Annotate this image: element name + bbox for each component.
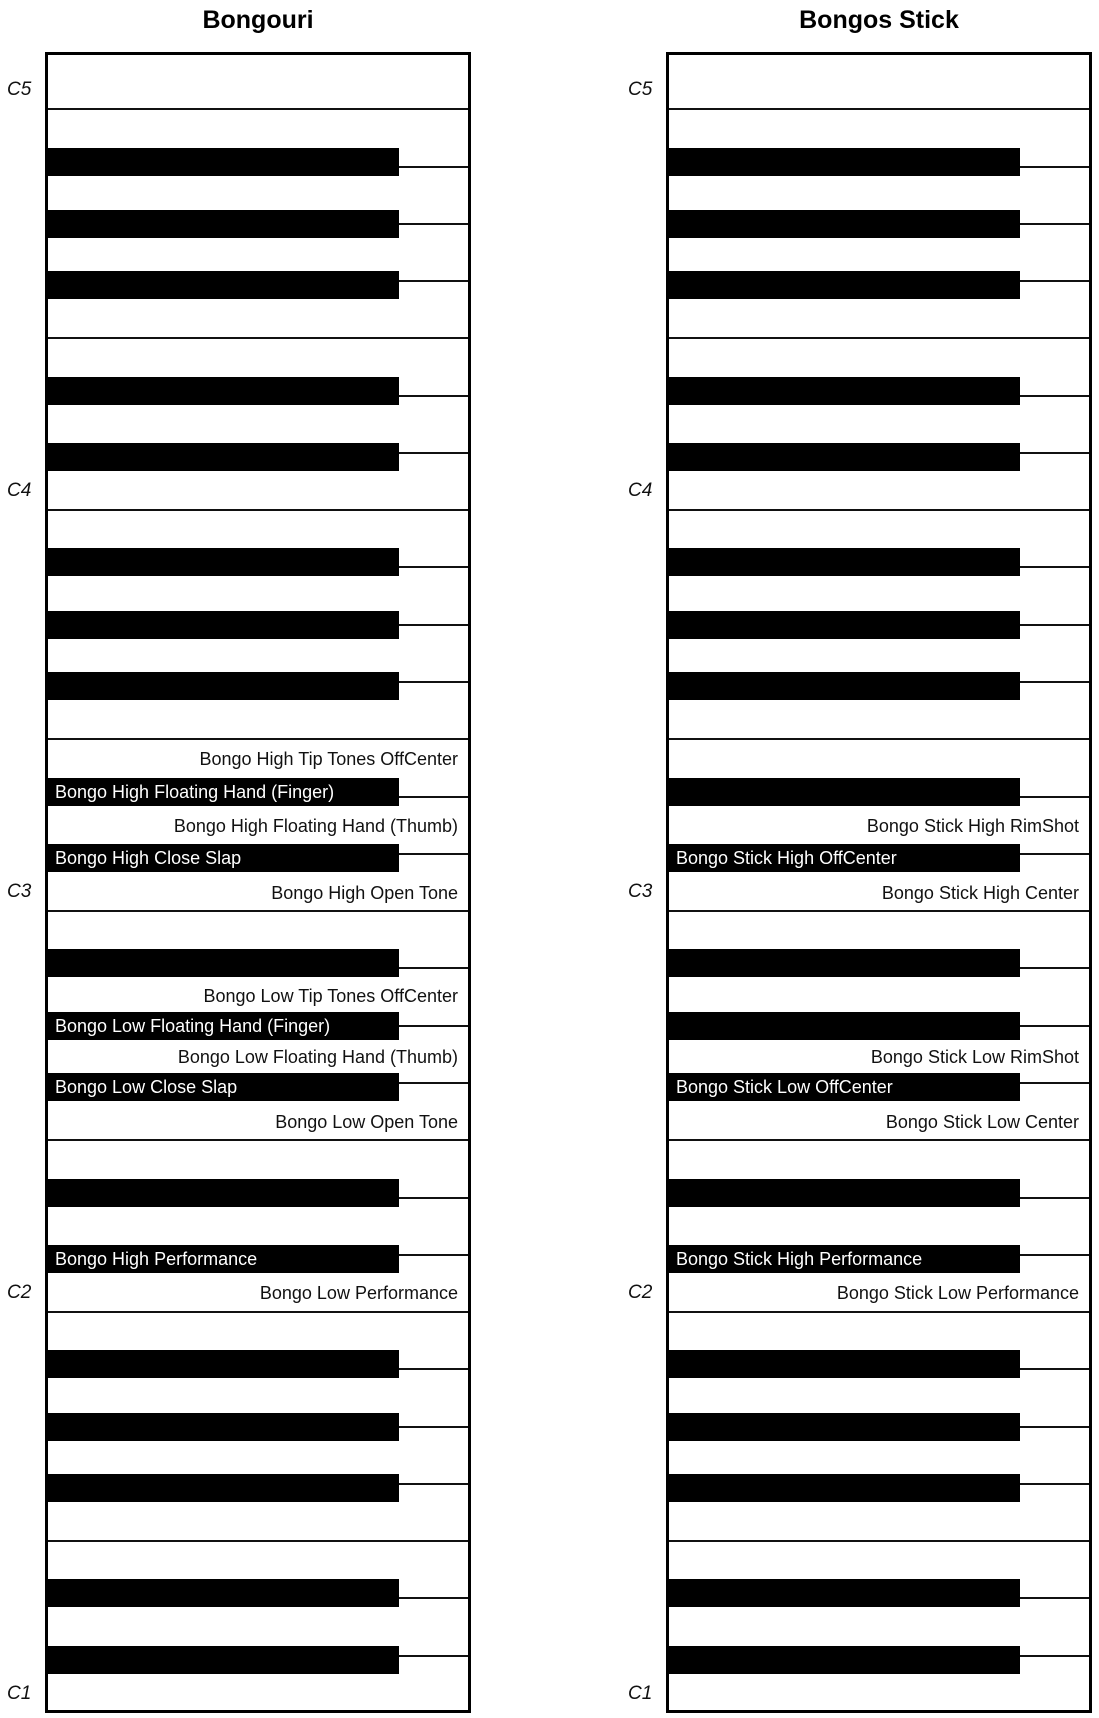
drum-label: Bongo Stick High Performance bbox=[676, 1248, 923, 1269]
black-key-fsharp1 bbox=[669, 1474, 1020, 1502]
octave-label: C5 bbox=[628, 79, 653, 101]
black-key-csharp1 bbox=[48, 1646, 399, 1674]
black-key-gsharp2 bbox=[669, 1012, 1020, 1040]
black-key-gsharp1 bbox=[48, 1413, 399, 1441]
black-key-fsharp1 bbox=[48, 1474, 399, 1502]
black-key-csharp4 bbox=[669, 443, 1020, 471]
drum-label: Bongo Stick Low OffCenter bbox=[676, 1076, 893, 1097]
black-key-dsharp2 bbox=[48, 1179, 399, 1207]
octave-label: C2 bbox=[628, 1282, 653, 1304]
black-key-csharp4 bbox=[48, 443, 399, 471]
black-key-fsharp2 bbox=[48, 1073, 399, 1101]
drum-label: Bongo High Tip Tones OffCenter bbox=[199, 749, 458, 770]
black-key-dsharp1 bbox=[48, 1579, 399, 1607]
drum-label: Bongo Low Floating Hand (Finger) bbox=[55, 1015, 331, 1036]
drum-label: Bongo Stick Low RimShot bbox=[870, 1047, 1079, 1068]
black-key-asharp2 bbox=[48, 949, 399, 977]
octave-label: C4 bbox=[628, 480, 653, 502]
black-key-fsharp4 bbox=[669, 271, 1020, 299]
black-key-csharp2 bbox=[669, 1245, 1020, 1273]
black-key-gsharp1 bbox=[669, 1413, 1020, 1441]
octave-label: C1 bbox=[628, 1683, 653, 1704]
black-key-asharp2 bbox=[669, 949, 1020, 977]
black-key-asharp3 bbox=[669, 548, 1020, 576]
black-key-dsharp4 bbox=[48, 377, 399, 405]
black-key-asharp1 bbox=[48, 1350, 399, 1378]
black-key-dsharp2 bbox=[669, 1179, 1020, 1207]
black-key-csharp2 bbox=[48, 1245, 399, 1273]
drum-label: Bongo High Open Tone bbox=[271, 882, 458, 903]
drum-label: Bongo High Performance bbox=[55, 1248, 258, 1269]
black-key-dsharp1 bbox=[669, 1579, 1020, 1607]
drum-label: Bongo Low Open Tone bbox=[275, 1111, 458, 1132]
drum-label: Bongo High Close Slap bbox=[55, 847, 242, 868]
keyboard-bongouri bbox=[45, 52, 471, 1713]
black-key-gsharp4 bbox=[669, 210, 1020, 238]
drum-label: Bongo Low Performance bbox=[259, 1283, 458, 1304]
octave-label: C5 bbox=[7, 79, 32, 101]
octave-label: C1 bbox=[7, 1683, 32, 1704]
drum-label: Bongo Low Floating Hand (Thumb) bbox=[177, 1047, 458, 1068]
drum-label: Bongo Stick High Center bbox=[881, 882, 1079, 903]
keyboard-title: Bongos Stick bbox=[799, 6, 959, 34]
black-key-asharp4 bbox=[669, 148, 1020, 176]
black-key-fsharp2 bbox=[669, 1073, 1020, 1101]
drum-label: Bongo Stick Low Performance bbox=[836, 1283, 1079, 1304]
keyboard-bongos-stick bbox=[666, 52, 1092, 1713]
black-key-asharp1 bbox=[669, 1350, 1020, 1378]
black-key-dsharp3 bbox=[669, 778, 1020, 806]
keyboard-title: Bongouri bbox=[202, 6, 314, 34]
black-key-gsharp3 bbox=[669, 611, 1020, 639]
drum-label: Bongo Stick High OffCenter bbox=[676, 847, 897, 868]
black-key-csharp1 bbox=[669, 1646, 1020, 1674]
octave-label: C3 bbox=[628, 881, 653, 903]
drum-label: Bongo Low Tip Tones OffCenter bbox=[203, 985, 458, 1006]
black-key-asharp4 bbox=[48, 148, 399, 176]
black-key-fsharp3 bbox=[48, 672, 399, 700]
black-key-gsharp3 bbox=[48, 611, 399, 639]
black-key-dsharp4 bbox=[669, 377, 1020, 405]
octave-label: C3 bbox=[7, 881, 32, 903]
white-key-c5 bbox=[48, 55, 468, 109]
black-key-gsharp4 bbox=[48, 210, 399, 238]
black-key-csharp3 bbox=[48, 844, 399, 872]
octave-label: C2 bbox=[7, 1282, 32, 1304]
drum-label: Bongo Low Close Slap bbox=[55, 1076, 238, 1097]
white-key-c5 bbox=[669, 55, 1089, 109]
black-key-dsharp3 bbox=[48, 778, 399, 806]
drum-label: Bongo High Floating Hand (Finger) bbox=[55, 781, 335, 802]
drum-label: Bongo Stick Low Center bbox=[885, 1111, 1079, 1132]
drum-label: Bongo High Floating Hand (Thumb) bbox=[173, 815, 458, 836]
octave-label: C4 bbox=[7, 480, 32, 502]
black-key-csharp3 bbox=[669, 844, 1020, 872]
black-key-fsharp4 bbox=[48, 271, 399, 299]
black-key-asharp3 bbox=[48, 548, 399, 576]
black-key-gsharp2 bbox=[48, 1012, 399, 1040]
drum-label: Bongo Stick High RimShot bbox=[866, 815, 1079, 836]
black-key-fsharp3 bbox=[669, 672, 1020, 700]
